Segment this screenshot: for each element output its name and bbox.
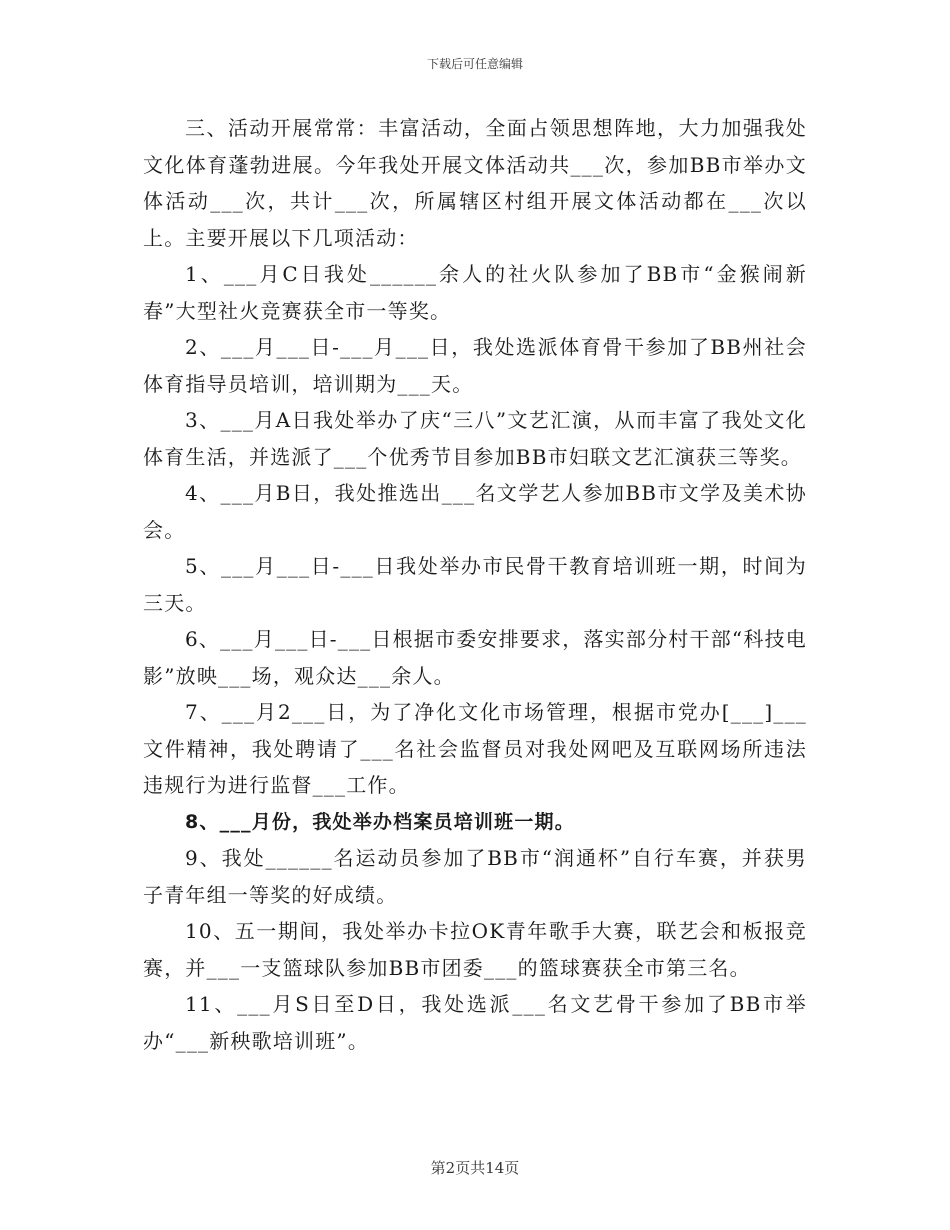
paragraph-item-5: 5、___月___日-___日我处举办市民骨干教育培训班一期，时间为三天。: [143, 554, 807, 615]
paragraph-item-10: 10、五一期间，我处举办卡拉OK青年歌手大赛，联艺会和板报竞赛，并___一支篮球队参加BB市团委___的篮球赛获全市第三名。: [143, 919, 807, 980]
page-header: 下载后可任意编辑: [426, 57, 523, 71]
paragraph-item-6: 6、___月___日-___日根据市委安排要求，落实部分村干部“科技电影”放映___场，观众达___余人。: [143, 627, 807, 688]
document-body: [143, 110, 807, 1059]
paragraph-item-3: 3、___月A日我处举办了庆“三八”文艺汇演，从而丰富了我处文化体育生活，并选派了___个优秀节目参加BB市妇联文艺汇演获三等奖。: [143, 408, 807, 469]
page-footer: 第2页共14页: [430, 1159, 520, 1177]
paragraph-item-8: 8、___月份，我处举办档案员培训班一期。: [185, 810, 575, 833]
paragraph-item-7: 7、___月2___日，为了净化文化市场管理，根据市党办[___]___文件精神，我处聘请了___名社会监督员对我处网吧及互联网场所违法违规行为进行监督___工作。: [143, 700, 807, 797]
paragraph-item-9: 9、我处______名运动员参加了BB市“润通杯”自行车赛，并获男子青年组一等奖的好成绩。: [143, 846, 807, 907]
paragraph-item-4: 4、___月B日，我处推选出___名文学艺人参加BB市文学及美术协会。: [143, 481, 807, 542]
paragraph-item-2: 2、___月___日-___月___日，我处选派体育骨干参加了BB州社会体育指导员培训，培训期为___天。: [143, 335, 807, 396]
paragraph-item-1: 1、___月C日我处______余人的社火队参加了BB市“金猴闹新春”大型社火竞赛获全市一等奖。: [143, 262, 807, 323]
paragraph-item-11: 11、___月S日至D日，我处选派___名文艺骨干参加了BB市举办“___新秧歌培训班”。: [143, 992, 807, 1053]
paragraph-activities-intro: 三、活动开展常常：丰富活动，全面占领思想阵地，大力加强我处文化体育蓬勃进展。今年我处开展文体活动共___次，参加BB市举办文体活动___次，共计___次，所属辖区村组开展文体活动都在___次以上。主要开展以下几项活动：: [143, 116, 807, 250]
